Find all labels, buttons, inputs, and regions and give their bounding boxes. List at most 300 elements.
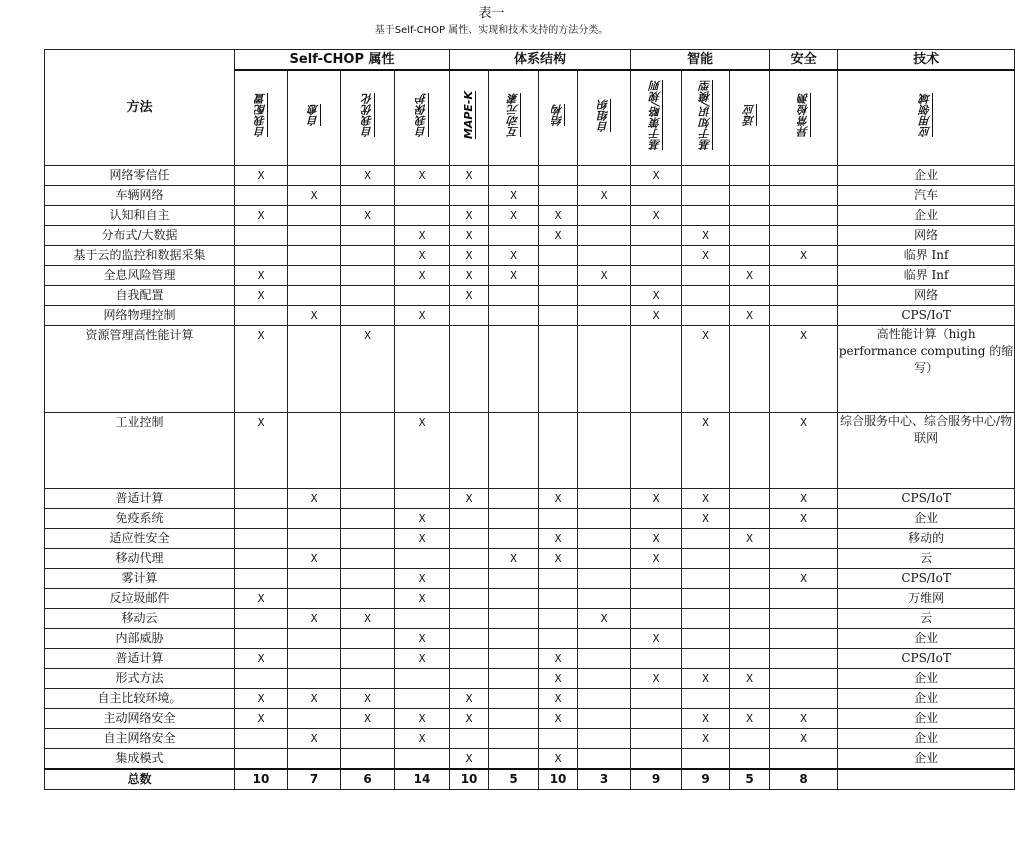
mark-cell (730, 509, 770, 529)
mark-cell (770, 629, 838, 649)
method-cell: 基于云的监控和数据采集 (45, 246, 235, 266)
mark-cell (682, 689, 730, 709)
mark-cell (450, 413, 489, 489)
mark-cell (631, 186, 682, 206)
mark-cell (730, 286, 770, 306)
mark-cell (682, 306, 730, 326)
mark-cell (730, 226, 770, 246)
mark-cell: X (770, 489, 838, 509)
mark-cell: X (539, 206, 578, 226)
mark-cell: X (682, 326, 730, 413)
mark-cell: X (578, 186, 631, 206)
mark-cell (450, 609, 489, 629)
total-value: 8 (770, 769, 838, 790)
group-header-technology: 技术 (838, 50, 1015, 71)
column-header (770, 70, 838, 166)
mark-cell (539, 306, 578, 326)
table-row (45, 689, 1015, 709)
mark-cell (288, 669, 341, 689)
method-cell: 集成模式 (45, 749, 235, 770)
mark-cell (578, 589, 631, 609)
mark-cell: X (341, 326, 395, 413)
mark-cell (288, 286, 341, 306)
mark-cell: X (235, 326, 288, 413)
mark-cell (539, 569, 578, 589)
mark-cell: X (235, 689, 288, 709)
mark-cell: X (770, 709, 838, 729)
mark-cell (730, 589, 770, 609)
mark-cell (631, 246, 682, 266)
column-header (395, 70, 450, 166)
mark-cell (730, 549, 770, 569)
mark-cell (341, 549, 395, 569)
mark-cell (770, 589, 838, 609)
table-row (45, 529, 1015, 549)
mark-cell (539, 266, 578, 286)
column-header (450, 70, 489, 166)
technology-cell: 企业 (838, 669, 1015, 689)
column-header (341, 70, 395, 166)
mark-cell (682, 186, 730, 206)
column-header-label: 异常检测 (796, 93, 810, 137)
mark-cell (770, 529, 838, 549)
group-header-architecture: 体系结构 (450, 50, 631, 71)
mark-cell (341, 629, 395, 649)
mark-cell (730, 166, 770, 186)
table-row (45, 709, 1015, 729)
mark-cell (770, 166, 838, 186)
mark-cell (450, 326, 489, 413)
mark-cell (631, 509, 682, 529)
method-cell: 车辆网络 (45, 186, 235, 206)
method-cell: 移动云 (45, 609, 235, 629)
technology-cell: 汽车 (838, 186, 1015, 206)
mark-cell: X (395, 226, 450, 246)
mark-cell: X (341, 709, 395, 729)
table-row (45, 749, 1015, 770)
method-cell: 资源管理高性能计算 (45, 326, 235, 413)
mark-cell (341, 286, 395, 306)
mark-cell: X (539, 669, 578, 689)
mark-cell (235, 186, 288, 206)
mark-cell: X (288, 689, 341, 709)
mark-cell (288, 709, 341, 729)
method-cell: 自我配置 (45, 286, 235, 306)
total-value: 9 (631, 769, 682, 790)
mark-cell: X (770, 326, 838, 413)
technology-cell: 企业 (838, 509, 1015, 529)
mark-cell (730, 489, 770, 509)
mark-cell (395, 549, 450, 569)
table-row (45, 326, 1015, 413)
table-row (45, 206, 1015, 226)
mark-cell (730, 206, 770, 226)
method-cell: 全息风险管理 (45, 266, 235, 286)
technology-cell: 临界 Inf (838, 246, 1015, 266)
mark-cell (341, 529, 395, 549)
mark-cell (341, 413, 395, 489)
mark-cell (730, 689, 770, 709)
method-cell: 免疫系统 (45, 509, 235, 529)
mark-cell (770, 549, 838, 569)
mark-cell (450, 589, 489, 609)
mark-cell: X (288, 186, 341, 206)
table-row (45, 549, 1015, 569)
mark-cell (578, 569, 631, 589)
mark-cell (341, 749, 395, 770)
mark-cell: X (235, 413, 288, 489)
mark-cell (395, 206, 450, 226)
mark-cell (682, 266, 730, 286)
mark-cell (489, 326, 539, 413)
table-row (45, 569, 1015, 589)
column-header (730, 70, 770, 166)
mark-cell (288, 226, 341, 246)
mark-cell: X (288, 489, 341, 509)
mark-cell (631, 729, 682, 749)
mark-cell (235, 609, 288, 629)
mark-cell (341, 669, 395, 689)
technology-cell: 企业 (838, 749, 1015, 770)
column-header (838, 70, 1015, 166)
mark-cell (450, 306, 489, 326)
mark-cell: X (631, 669, 682, 689)
mark-cell (631, 266, 682, 286)
mark-cell (539, 729, 578, 749)
mark-cell (341, 246, 395, 266)
mark-cell: X (631, 166, 682, 186)
technology-cell: 临界 Inf (838, 266, 1015, 286)
mark-cell (631, 709, 682, 729)
mark-cell (489, 709, 539, 729)
mark-cell (631, 689, 682, 709)
mark-cell (682, 629, 730, 649)
method-cell: 主动网络安全 (45, 709, 235, 729)
method-cell: 移动代理 (45, 549, 235, 569)
mark-cell: X (539, 549, 578, 569)
column-header (631, 70, 682, 166)
mark-cell: X (682, 489, 730, 509)
method-cell: 雾计算 (45, 569, 235, 589)
mark-cell (539, 509, 578, 529)
mark-cell: X (450, 489, 489, 509)
table-row (45, 669, 1015, 689)
mark-cell: X (578, 266, 631, 286)
table-row (45, 729, 1015, 749)
mark-cell (288, 413, 341, 489)
mark-cell (730, 326, 770, 413)
technology-cell: 企业 (838, 166, 1015, 186)
mark-cell (288, 749, 341, 770)
mark-cell: X (631, 306, 682, 326)
method-cell: 网络物理控制 (45, 306, 235, 326)
mark-cell: X (341, 689, 395, 709)
mark-cell: X (682, 246, 730, 266)
mark-cell (631, 589, 682, 609)
method-cell: 自主比较环境。 (45, 689, 235, 709)
mark-cell: X (631, 529, 682, 549)
mark-cell: X (539, 489, 578, 509)
total-value: 10 (235, 769, 288, 790)
table-row (45, 286, 1015, 306)
mark-cell (578, 226, 631, 246)
mark-cell (578, 246, 631, 266)
group-header-self-chop: Self-CHOP 属性 (235, 50, 450, 71)
mark-cell (489, 629, 539, 649)
mark-cell: X (235, 166, 288, 186)
mark-cell (450, 729, 489, 749)
column-header-label: 自组织 (597, 98, 611, 132)
column-header-label: 自我保护 (415, 93, 429, 137)
mark-cell (288, 649, 341, 669)
mark-cell (578, 509, 631, 529)
column-header-label: 自我配置 (254, 93, 267, 137)
mark-cell (578, 749, 631, 770)
mark-cell (539, 609, 578, 629)
mark-cell (288, 206, 341, 226)
mark-cell: X (682, 509, 730, 529)
mark-cell (489, 489, 539, 509)
mark-cell: X (288, 306, 341, 326)
mark-cell (539, 413, 578, 489)
table-row (45, 589, 1015, 609)
table-row (45, 609, 1015, 629)
mark-cell: X (730, 529, 770, 549)
column-header-label: 基于策略/规则 (649, 79, 663, 151)
mark-cell (730, 649, 770, 669)
mark-cell (770, 306, 838, 326)
mark-cell (682, 749, 730, 770)
mark-cell: X (395, 709, 450, 729)
mark-cell (770, 266, 838, 286)
column-header-label: 基于知识/模型 (698, 79, 712, 151)
mark-cell (578, 166, 631, 186)
column-header-label: 结构 (551, 104, 565, 126)
mark-cell (489, 166, 539, 186)
mark-cell: X (730, 709, 770, 729)
mark-cell: X (395, 246, 450, 266)
technology-cell: CPS/IoT (838, 649, 1015, 669)
mark-cell (682, 529, 730, 549)
mark-cell: X (450, 226, 489, 246)
mark-cell (395, 489, 450, 509)
mark-cell: X (631, 629, 682, 649)
mark-cell (395, 749, 450, 770)
mark-cell: X (489, 206, 539, 226)
mark-cell: X (395, 589, 450, 609)
mark-cell (235, 509, 288, 529)
mark-cell: X (235, 589, 288, 609)
mark-cell: X (235, 266, 288, 286)
mark-cell: X (235, 286, 288, 306)
mark-cell: X (450, 206, 489, 226)
column-header-label: 自我优化 (360, 93, 374, 137)
mark-cell: X (395, 649, 450, 669)
column-header (578, 70, 631, 166)
mark-cell (682, 286, 730, 306)
mark-cell (395, 286, 450, 306)
mark-cell (730, 246, 770, 266)
mark-cell: X (539, 649, 578, 669)
table-row (45, 489, 1015, 509)
mark-cell (730, 729, 770, 749)
mark-cell: X (450, 286, 489, 306)
column-header (235, 70, 288, 166)
total-value: 3 (578, 769, 631, 790)
technology-cell: 企业 (838, 729, 1015, 749)
mark-cell (288, 266, 341, 286)
technology-cell: CPS/IoT (838, 306, 1015, 326)
mark-cell (395, 689, 450, 709)
technology-cell: 高性能计算（high performance computing 的缩写） (838, 326, 1015, 413)
mark-cell (235, 306, 288, 326)
mark-cell (489, 509, 539, 529)
total-value: 5 (489, 769, 539, 790)
mark-cell (682, 166, 730, 186)
mark-cell (631, 609, 682, 629)
technology-cell: CPS/IoT (838, 489, 1015, 509)
mark-cell: X (489, 549, 539, 569)
mark-cell: X (489, 246, 539, 266)
mark-cell: X (341, 609, 395, 629)
mark-cell (450, 569, 489, 589)
mark-cell (450, 629, 489, 649)
mark-cell (578, 413, 631, 489)
mark-cell: X (539, 529, 578, 549)
mark-cell: X (730, 306, 770, 326)
mark-cell (489, 226, 539, 246)
mark-cell: X (450, 266, 489, 286)
mark-cell (578, 629, 631, 649)
table-caption-subtitle: 基于Self-CHOP 属性、实现和技术支持的方法分类。 (374, 25, 609, 36)
mark-cell (395, 609, 450, 629)
mark-cell (730, 749, 770, 770)
mark-cell (682, 649, 730, 669)
mark-cell: X (395, 569, 450, 589)
mark-cell (770, 649, 838, 669)
mark-cell (682, 569, 730, 589)
mark-cell (489, 649, 539, 669)
column-header-label: 自愈 (307, 104, 320, 126)
mark-cell (450, 549, 489, 569)
mark-cell: X (235, 709, 288, 729)
technology-cell: 企业 (838, 709, 1015, 729)
technology-cell: 企业 (838, 689, 1015, 709)
mark-cell (770, 226, 838, 246)
mark-cell (489, 286, 539, 306)
table-body (45, 166, 1015, 790)
table-row (45, 649, 1015, 669)
total-label: 总数 (45, 769, 235, 790)
mark-cell: X (395, 629, 450, 649)
table-row (45, 306, 1015, 326)
mark-cell (235, 489, 288, 509)
mark-cell (341, 589, 395, 609)
mark-cell: X (288, 549, 341, 569)
total-value: 5 (730, 769, 770, 790)
mark-cell (288, 509, 341, 529)
mark-cell (578, 729, 631, 749)
mark-cell: X (578, 609, 631, 629)
mark-cell: X (341, 206, 395, 226)
mark-cell (489, 729, 539, 749)
table-caption-title: 表一 (478, 6, 505, 21)
group-header-intelligence: 智能 (631, 50, 770, 71)
mark-cell (539, 326, 578, 413)
mark-cell: X (631, 489, 682, 509)
mark-cell: X (730, 669, 770, 689)
mark-cell (341, 489, 395, 509)
mark-cell (395, 326, 450, 413)
technology-cell: 移动的 (838, 529, 1015, 549)
mark-cell: X (395, 266, 450, 286)
mark-cell: X (288, 609, 341, 629)
mark-cell (235, 226, 288, 246)
mark-cell: X (682, 226, 730, 246)
mark-cell (235, 529, 288, 549)
mark-cell (682, 549, 730, 569)
total-value: 10 (450, 769, 489, 790)
column-header (682, 70, 730, 166)
mark-cell (450, 509, 489, 529)
technology-cell: CPS/IoT (838, 569, 1015, 589)
mark-cell (288, 529, 341, 549)
mark-cell: X (539, 749, 578, 770)
mark-cell: X (539, 226, 578, 246)
mark-cell (770, 669, 838, 689)
method-cell: 普适计算 (45, 649, 235, 669)
table-row (45, 266, 1015, 286)
mark-cell (578, 306, 631, 326)
mark-cell: X (450, 709, 489, 729)
mark-cell (539, 286, 578, 306)
mark-cell (395, 186, 450, 206)
mark-cell (395, 669, 450, 689)
mark-cell: X (682, 669, 730, 689)
mark-cell: X (489, 266, 539, 286)
mark-cell (578, 649, 631, 669)
mark-cell: X (235, 206, 288, 226)
mark-cell (539, 629, 578, 649)
total-value: 9 (682, 769, 730, 790)
mark-cell (578, 549, 631, 569)
mark-cell (631, 569, 682, 589)
mark-cell (235, 729, 288, 749)
mark-cell (682, 206, 730, 226)
mark-cell (489, 669, 539, 689)
method-cell: 分布式/大数据 (45, 226, 235, 246)
column-header-label: MAPE-K (462, 90, 476, 140)
mark-cell (578, 286, 631, 306)
mark-cell (341, 649, 395, 669)
technology-cell: 综合服务中心、综合服务中心/物联网 (838, 413, 1015, 489)
mark-cell (578, 689, 631, 709)
mark-cell: X (288, 729, 341, 749)
mark-cell (489, 589, 539, 609)
mark-cell (770, 286, 838, 306)
mark-cell: X (450, 166, 489, 186)
mark-cell: X (395, 166, 450, 186)
mark-cell: X (450, 749, 489, 770)
technology-cell: 云 (838, 609, 1015, 629)
mark-cell (341, 509, 395, 529)
mark-cell (288, 589, 341, 609)
mark-cell: X (631, 206, 682, 226)
method-cell: 反垃圾邮件 (45, 589, 235, 609)
mark-cell (730, 413, 770, 489)
mark-cell: X (682, 729, 730, 749)
mark-cell (770, 689, 838, 709)
